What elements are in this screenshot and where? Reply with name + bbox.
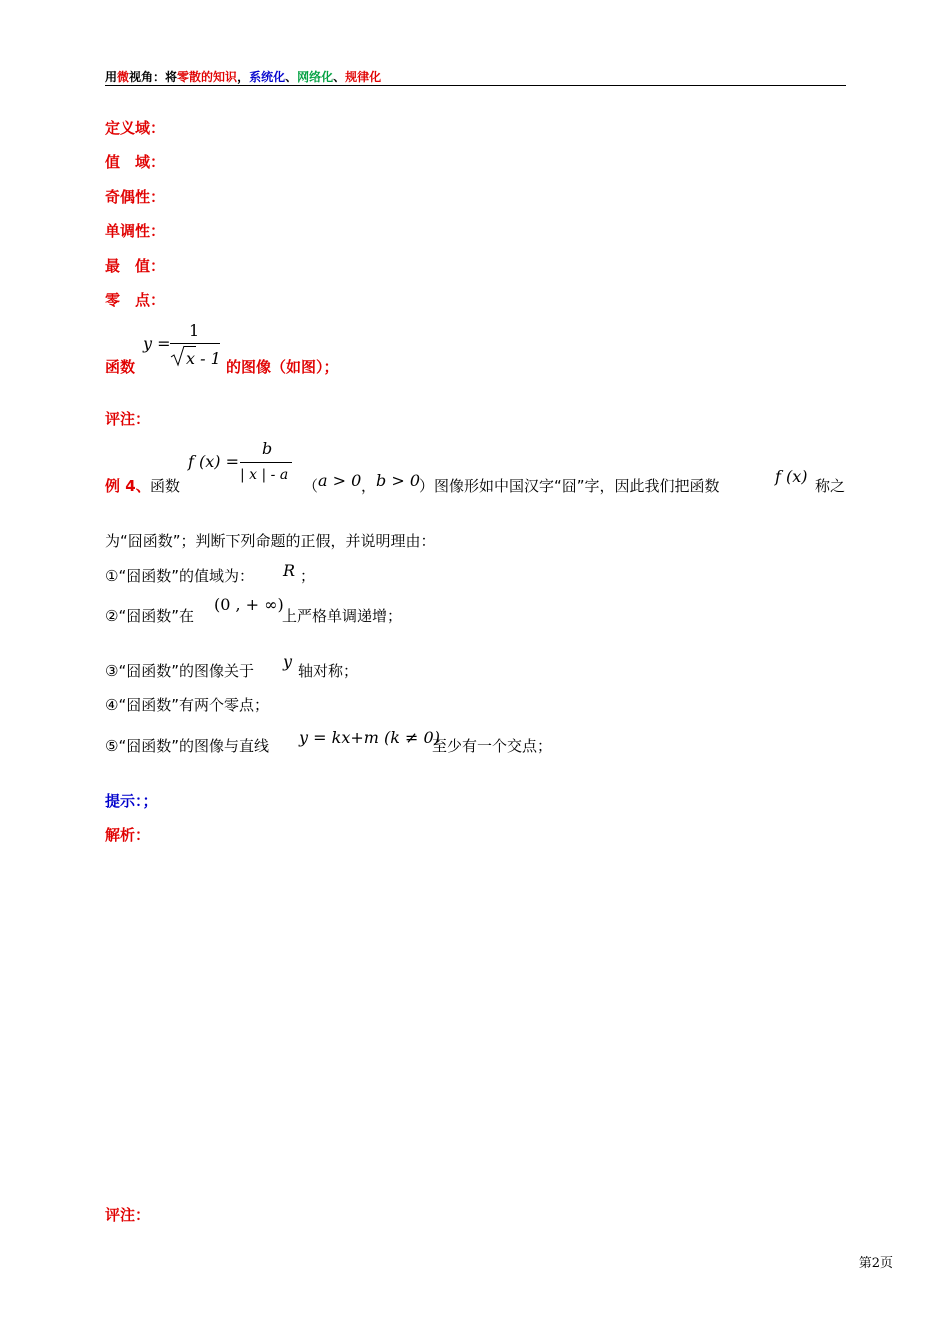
statement-3-math: y — [283, 652, 293, 671]
page-number-suffix: 页 — [879, 1256, 893, 1271]
example-text-line2: 为“囧函数”；判断下列命题的正假，并说明理由： — [105, 532, 436, 550]
page-header — [105, 68, 381, 85]
header-part: 微 — [117, 70, 130, 84]
analysis-label: 解析： — [105, 826, 151, 844]
condition-close: ） — [419, 477, 435, 495]
statement-5-text: ⑤“囧函数”的图像与直线 — [105, 737, 269, 755]
domain-label: 定义域： — [105, 119, 166, 137]
header-divider — [105, 85, 846, 86]
formula-numerator: b — [262, 439, 273, 458]
statement-2-end: 上严格单调递增； — [282, 607, 403, 625]
fraction-bar — [170, 343, 220, 344]
condition-separator: ， — [361, 477, 377, 495]
statement-3-end: 轴对称； — [298, 662, 359, 680]
statement-5-end: 至少有一个交点； — [432, 737, 553, 755]
statement-2-math: (0 , + ∞) — [214, 595, 284, 614]
example-label: 例 4、 — [105, 477, 151, 495]
example-text: 图像形如中国汉字“囧”字，因此我们把函数 — [434, 477, 720, 495]
statement-1-math: R — [283, 561, 296, 580]
function-suffix: 的图像（如图）； — [226, 358, 339, 376]
example-text: 函数 — [150, 477, 181, 495]
statement-5-math: y = kx+m (k ≠ 0) — [299, 728, 440, 747]
monotonic-label: 单调性： — [105, 222, 166, 240]
formula-lhs: f (x) = — [188, 452, 240, 471]
formula-denominator: x - 1 — [186, 349, 221, 368]
condition-a: a > 0 — [318, 471, 362, 490]
header-part: 网络化 — [297, 70, 334, 84]
page-number — [859, 1252, 893, 1271]
statement-3-text: ③“囧函数”的图像关于 — [105, 662, 254, 680]
fraction-bar — [240, 462, 292, 463]
sqrt-bar — [184, 346, 196, 347]
condition-open: （ — [303, 477, 319, 495]
range-label: 值 域： — [105, 153, 166, 171]
formula-denominator: | x | - a — [240, 467, 289, 483]
function-prefix: 函数 — [105, 358, 136, 376]
extremum-label: 最 值： — [105, 257, 166, 275]
statement-1-end: ； — [300, 567, 316, 585]
formula-lhs: y = — [143, 334, 171, 353]
header-part: 用 — [105, 70, 118, 84]
statement-1-text: ①“囧函数”的值域为： — [105, 567, 254, 585]
header-part: 零散的知识 — [177, 70, 238, 84]
comment-label: 评注： — [105, 1206, 151, 1224]
sqrt-sign-icon — [170, 345, 186, 367]
formula-numerator: 1 — [189, 321, 200, 340]
statement-2-text: ②“囧函数”在 — [105, 607, 194, 625]
header-part: ， — [237, 70, 250, 84]
parity-label: 奇偶性： — [105, 188, 166, 206]
example-text: 称之 — [815, 477, 846, 495]
page-number-value: 2 — [871, 1256, 880, 1271]
header-part: 系统化 — [249, 70, 286, 84]
zeros-label: 零 点： — [105, 291, 166, 309]
condition-b: b > 0 — [376, 471, 420, 490]
header-part: 、 — [333, 70, 346, 84]
header-part: 视角：将 — [129, 70, 178, 84]
header-part: 规律化 — [345, 70, 382, 84]
page-number-prefix: 第 — [858, 1256, 872, 1271]
statement-4-text: ④“囧函数”有两个零点； — [105, 696, 269, 714]
formula-fx: f (x) — [775, 467, 808, 486]
header-part: 、 — [285, 70, 298, 84]
hint-label: 提示：； — [105, 792, 158, 810]
comment-label: 评注： — [105, 410, 151, 428]
